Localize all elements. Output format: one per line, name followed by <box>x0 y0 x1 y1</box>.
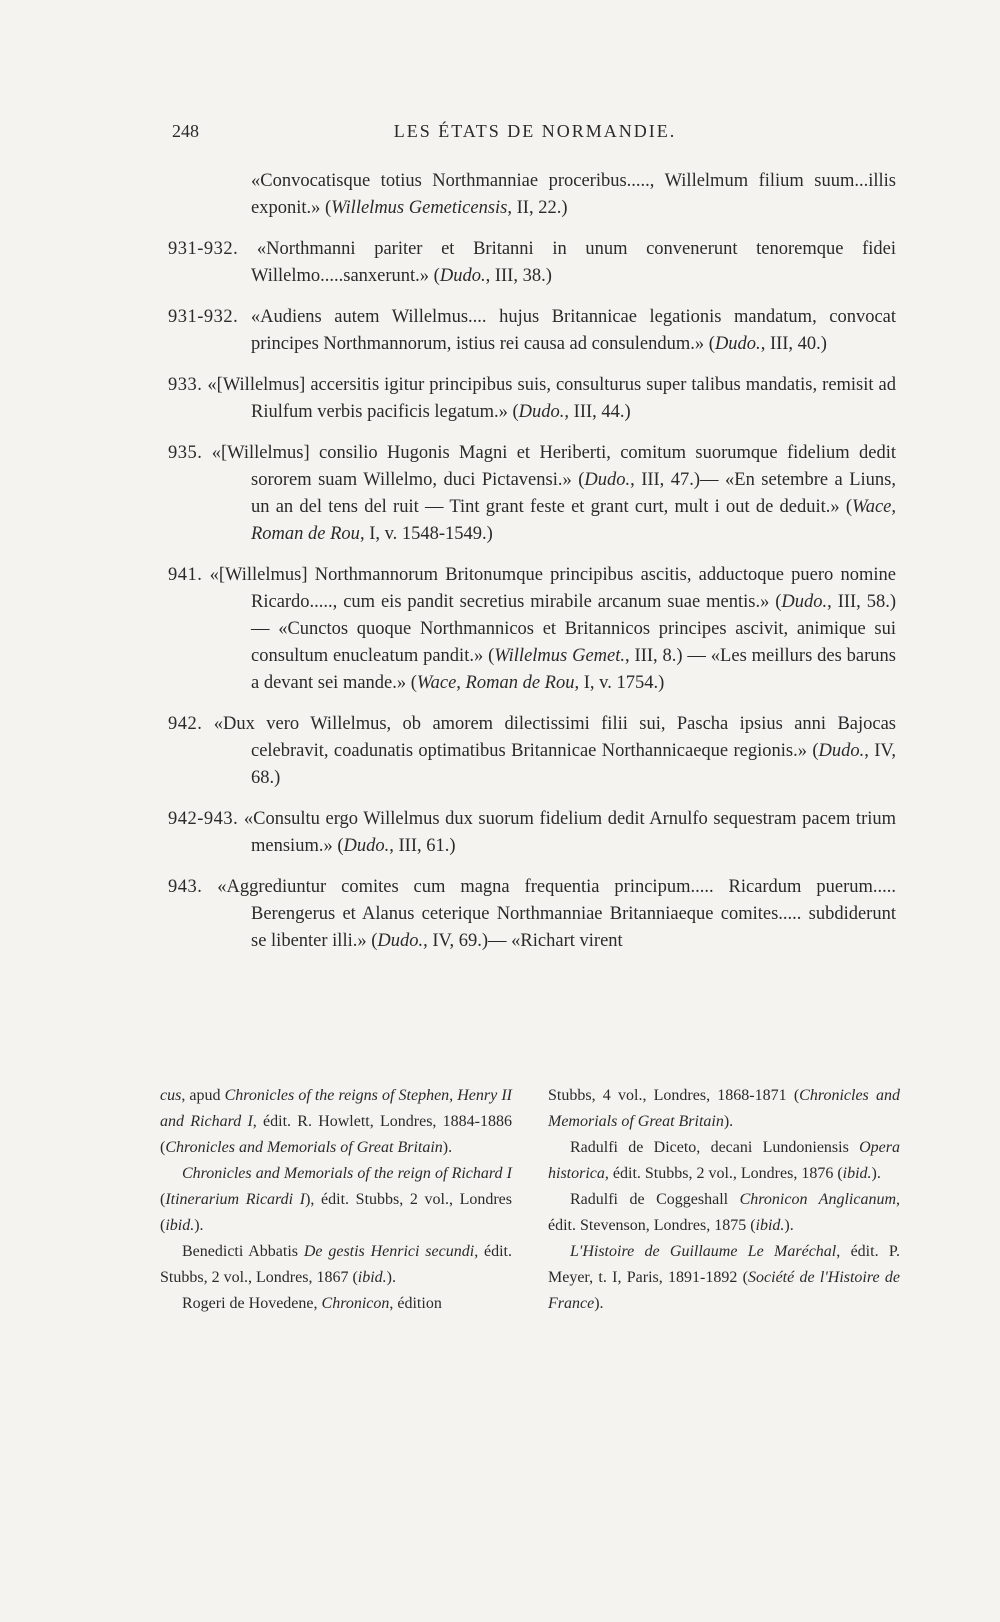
entry-4: 935. «[Willelmus] consilio Hugonis Magni et Heriberti, comitum suorumque fidelium dedit sororem suam Willelmo, duci Pictavensi.» (Dudo., III, 47.)— «En setembre a Liuns, un an del tens del ruit — Tint grant feste et grant curt, mult i out de deduit.» (Wace, Roman de Rou, I, v. 1548-1549.) <box>168 443 896 544</box>
entry-0: «Convocatisque totius Northmanniae proceribus....., Willelmum filium suum...illis exponit.» (Willelmus Gemeticensis, II, 22.) <box>251 171 896 218</box>
entry-date: 935. <box>168 443 203 463</box>
notes-left-column <box>160 1083 512 1317</box>
note-item: Radulfi de Diceto, decani Lundoniensis Opera historica, édit. Stubbs, 2 vol., Londres, 1876 (ibid.). <box>548 1139 900 1182</box>
entry-date: 942-943. <box>168 809 239 829</box>
bibliography-notes <box>160 1083 900 1317</box>
entry-2: 931-932. «Audiens autem Willelmus.... hujus Britannicae legationis mandatum, convocat principes Northmannorum, istius rei causa ad consulendum.» (Dudo., III, 40.) <box>168 307 897 354</box>
entry-date: 931-932. <box>168 307 239 327</box>
entry-date: 933. <box>168 375 203 395</box>
entry-5: 941. «[Willelmus] Northmannorum Britonumque principibus ascitis, adductoque puero nomine Ricardo....., cum eis pandit secretius mirabile arcanum suae mentis.» (Dudo., III, 58.)— «Cunctos quoque Northmannicos et Britannicos principes ascivit, animique sui consultum enucleatum pandit.» (Willelmus Gemet., III, 8.) — «Les meillurs des baruns a devant sei mande.» (Wace, Roman de Rou, I, v. 1754.) <box>168 565 897 693</box>
note-item: cus, apud Chronicles of the reigns of Stephen, Henry II and Richard I, édit. R. Howlett, Londres, 1884-1886 (Chronicles and Memorials of Great Britain). <box>160 1087 512 1156</box>
entry-date: 941. <box>168 565 203 585</box>
entry-date: 942. <box>168 714 203 734</box>
note-item: Rogeri de Hovedene, Chronicon, édition <box>182 1295 442 1312</box>
entry-7: 942-943. «Consultu ergo Willelmus dux suorum fidelium dedit Arnulfo sequestram pacem trium mensium.» (Dudo., III, 61.) <box>168 809 897 856</box>
note-item: Chronicles and Memorials of the reign of Richard I (Itinerarium Ricardi I), édit. Stubbs, 2 vol., Londres (ibid.). <box>160 1165 513 1234</box>
note-item: Radulfi de Coggeshall Chronicon Anglicanum, édit. Stevenson, Londres, 1875 (ibid.). <box>548 1191 900 1234</box>
entry-6: 942. «Dux vero Willelmus, ob amorem dilectissimi filii sui, Pascha ipsius anni Bajocas celebravit, coadunatis optimatibus Britannicae Northannicaeque regionis.» (Dudo., IV, 68.) <box>168 714 897 788</box>
entry-1: 931-932. «Northmanni pariter et Britanni in unum convenerunt tenoremque fidei Willelmo.....sanxerunt.» (Dudo., III, 38.) <box>168 239 896 286</box>
main-text <box>168 168 896 969</box>
page-header <box>172 121 898 151</box>
entry-3: 933. «[Willelmus] accersitis igitur principibus suis, consulturus super talibus mandatis, remisit ad Riulfum verbis pacificis legatum.» (Dudo., III, 44.) <box>168 375 897 422</box>
running-title: LES ÉTATS DE NORMANDIE. <box>393 121 677 141</box>
entry-8: 943. «Aggrediuntur comites cum magna frequentia principum..... Ricardum puerum..... Berengerus et Alanus ceterique Northmanniae Britanniaeque comites..... subdiderunt se libenter illi.» (Dudo., IV, 69.)— «Richart virent <box>168 877 896 951</box>
entry-date: 931-932. <box>168 239 239 259</box>
notes-right-column <box>548 1083 900 1317</box>
entry-date: 943. <box>168 877 203 897</box>
note-item: L'Histoire de Guillaume Le Maréchal, édit. P. Meyer, t. I, Paris, 1891-1892 (Société de l'Histoire de France). <box>548 1243 901 1312</box>
note-item: Stubbs, 4 vol., Londres, 1868-1871 (Chronicles and Memorials of Great Britain). <box>548 1087 900 1130</box>
page-number: 248 <box>172 121 199 141</box>
note-item: Benedicti Abbatis De gestis Henrici secundi, édit. Stubbs, 2 vol., Londres, 1867 (ibid.). <box>160 1243 513 1286</box>
